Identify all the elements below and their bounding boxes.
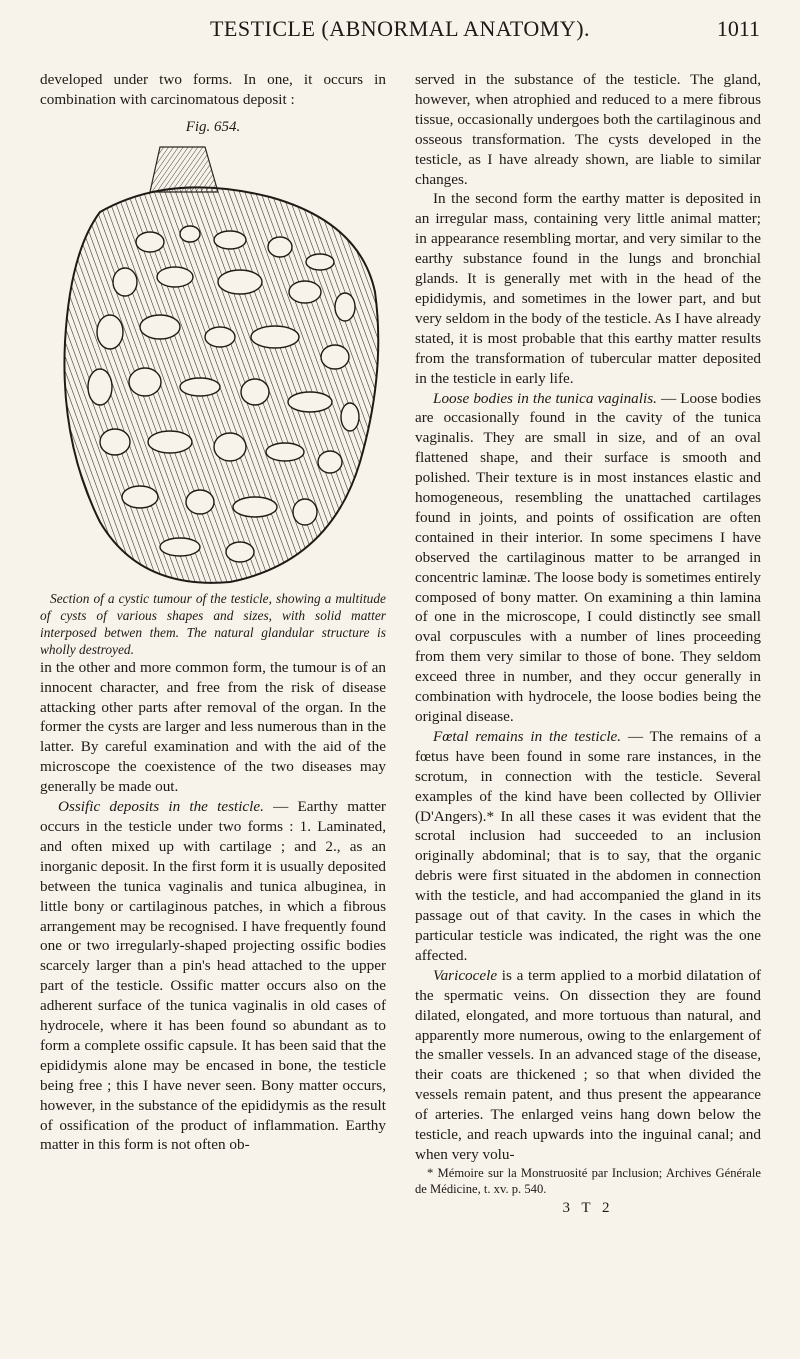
section-heading-ossific: Ossific deposits in the testicle.	[58, 798, 264, 816]
figure-label: Fig. 654.	[185, 118, 241, 135]
section-heading-loose-bodies: Loose bodies in the tunica vaginalis.	[433, 389, 657, 407]
paragraph-continued: served in the substance of the testicle. The gland, however, when atrophied and reduced to a mere fibrous tissue, occasionally undergoes both the cartilaginous and osseous transformation. The cysts developed in the testicle, as I have already shown, are liable to similar changes.	[415, 71, 761, 188]
left-column	[40, 70, 386, 1155]
loose-bodies-text: — Loose bodies are occasionally found in the cavity of the tunica vaginalis. They are small in size, and of an oval flattened shape, and their surface is smooth and polished. Their texture is in most instances elastic and homogeneous, resembling the unattached cartilages found in joints, and points of ossification are often contained in their interior. In some specimens I have observed the cartilaginous matter to be arranged in concentric laminæ. The loose body is sometimes entirely composed of bony matter. On examining a thin lamina of one in the microscope, I could distinctly see small oval corpuscules with a number of lines proceeding from them very similar to those of bone. They seldom exceed three in number, and they occur generally in combination with hydrocele, the loose bodies being the original disease.	[415, 389, 761, 725]
figure-caption: Section of a cystic tumour of the testicle, showing a multitude of cysts of various shapes and sizes, with solid matter interposed betwen them. The natural glandular structure is wholly destroyed.	[40, 590, 386, 657]
cystic-tumour-illustration	[40, 142, 386, 590]
paragraph-foetal-remains	[415, 727, 761, 966]
foetal-text: — The remains of a fœtus have been found in some rare instances, in the scrotum, in connection with the testicle. Several examples of the kind have been collected by Ollivier (D'Angers).* In all these cases it was evident that the scrotal inclusion had succeeded to an inclusion originally abdominal; that is to say, that the organic debris were first situated in the abdomen in connection with the testicle, and had accompanied the gland in its passage out of that cavity. In the cases in which the particular testicle was indicated, the right was the one affected.	[415, 727, 761, 964]
signature-mark: 3 T 2	[562, 1199, 614, 1216]
section-heading-varicocele: Varicocele	[433, 966, 498, 984]
footnote: * Mémoire sur la Monstruosité par Inclusion; Archives Générale de Médicine, t. xv. p. 540.	[415, 1165, 761, 1196]
intro-paragraph: developed under two forms. In one, it occurs in combination with carcinomatous deposit :	[40, 71, 386, 108]
paragraph-earthy-matter: In the second form the earthy matter is deposited in an irregular mass, containing very little animal matter; in appearance resembling mortar, and very similar to the earthy substance found in the lungs and bronchial glands. It is generally met with in the head of the epididymis, and sometimes in the lower part, and but very seldom in the body of the testicle. As I have already stated, it is most probable that this earthy matter results from the transformation of tubercular matter deposited in the testicle in early life.	[415, 190, 761, 387]
ossific-text: — Earthy matter occurs in the testicle under two forms : 1. Laminated, and often mixed up with cartilage ; and 2., as an inorganic deposit. In the first form it is usually deposited between the tunica vaginalis and tunica albuginea, in little bony or cartilaginous patches, in which a fibrous arrangement may be recognised. I have frequently found one or two irregularly-shaped projecting ossific bodies scarcely larger than a pin's head attached to the upper part of the testicle. Ossific matter occurs also on the adherent surface of the tunica vaginalis in old cases of hydrocele, where it has been found so abundant as to form a complete ossific capsule. It has been said that the epididymis alone may be encased in bone, the testicle being free ; this I have never seen. Bony matter occurs, however, in the substance of the epididymis as the result of ossification of the product of inflammation. Earthy matter in this form is not often ob-	[40, 798, 386, 1154]
page-header	[40, 8, 760, 48]
running-title: TESTICLE (ABNORMAL ANATOMY).	[209, 16, 591, 41]
paragraph-varicocele	[415, 966, 761, 1165]
paragraph-ossific-deposits	[40, 797, 386, 1155]
paragraph-loose-bodies	[415, 389, 761, 727]
spermatic-cord	[150, 147, 218, 192]
paragraph-cyst-forms: in the other and more common form, the tumour is of an innocent character, and free from the risk of disease attacking other parts after removal of the organ. In the former the cysts are larger and less numerous than in the latter. By careful examination and with the aid of the microscope the coexistence of the two diseases may generally be made out.	[40, 658, 386, 796]
section-heading-foetal: Fœtal remains in the testicle.	[433, 727, 622, 745]
right-column	[415, 70, 761, 1219]
varicocele-text: is a term applied to a morbid dilatation of the spermatic veins. On dissection they are found dilated, elongated, and more tortuous than natural, and apparently more numerous, owing to the enlargement of the smaller vessels. In an advanced stage of the disease, their coats are thickened ; so that when divided the vessels remain patent, and thus present the appearance of arteries. The enlarged veins hang down below the testicle, and reach upwards into the inguinal canal; and when very volu-	[415, 966, 761, 1163]
page-number: 1011	[716, 16, 760, 41]
